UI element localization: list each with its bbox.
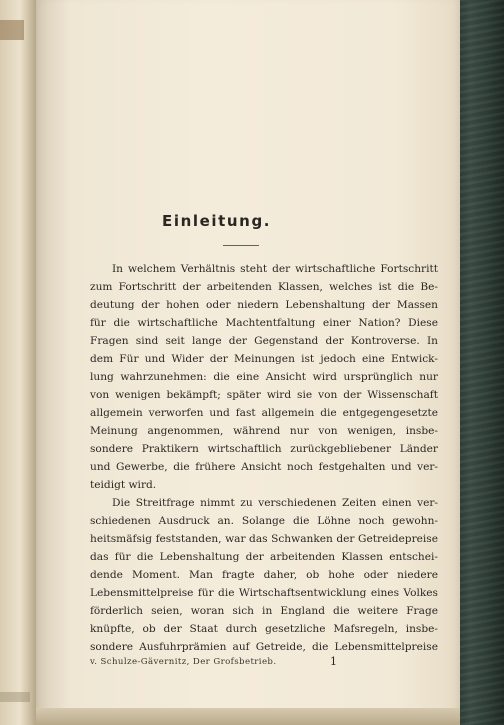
text-line: förderlich seien, woran sich in England die weitere Frage (90, 605, 438, 617)
text-line: von wenigen bekämpft; später wird sie von der Wissenschaft (90, 389, 438, 401)
heading-rule (223, 245, 259, 246)
page-bottom-edge (36, 708, 460, 725)
facing-page-edge (0, 0, 36, 725)
text-line: dende Moment. Man fragte daher, ob hohe oder niedere (90, 569, 438, 581)
text-line: Lebensmittelpreise für die Wirtschaftsentwicklung eines Volkes (90, 587, 438, 599)
text-line: knüpfte, ob der Staat durch gesetzliche Mafsregeln, insbe- (90, 623, 438, 635)
text-line: dem Für und Wider der Meinungen ist jedoch eine Entwick- (90, 353, 438, 365)
text-line: lung wahrzunehmen: die eine Ansicht wird ursprünglich nur (90, 371, 438, 383)
text-line: und Gewerbe, die frühere Ansicht noch festgehalten und ver- (90, 461, 438, 473)
text-line: Die Streitfrage nimmt zu verschiedenen Zeiten einen ver- (112, 497, 438, 509)
text-line: das für die Lebenshaltung der arbeitenden Klassen entschei- (90, 551, 438, 563)
sheet-number: 1 (330, 655, 337, 668)
text-line: sondere Praktikern wirtschaftlich zurückgebliebener Länder (90, 443, 438, 455)
text-line: zum Fortschritt der arbeitenden Klassen, welches ist die Be- (90, 281, 438, 293)
text-line: allgemein verworfen und fast allgemein die entgegengesetzte (90, 407, 438, 419)
text-line: In welchem Verhältnis steht der wirtschaftliche Fortschritt (112, 263, 438, 275)
text-line: Meinung angenommen, während nur von wenigen, insbe- (90, 425, 438, 437)
chapter-heading: Einleitung. (162, 212, 272, 230)
text-line: Fragen sind seit lange der Gegenstand der Kontroverse. In (90, 335, 438, 347)
text-line: deutung der hohen oder niedern Lebenshaltung der Massen (90, 299, 438, 311)
text-line: schiedenen Ausdruck an. Solange die Löhne noch gewohn- (90, 515, 438, 527)
text-line: für die wirtschaftliche Machtentfaltung einer Nation? Diese (90, 317, 438, 329)
text-line: teidigt wird. (90, 479, 157, 491)
text-line: sondere Ausfuhrprämien auf Getreide, die Lebensmittelpreise (90, 641, 438, 653)
text-line: heitsmäfsig feststanden, war das Schwanken der Getreidepreise (90, 533, 438, 545)
footer-signature: v. Schulze-Gävernitz, Der Grofsbetrieb. (90, 657, 277, 667)
